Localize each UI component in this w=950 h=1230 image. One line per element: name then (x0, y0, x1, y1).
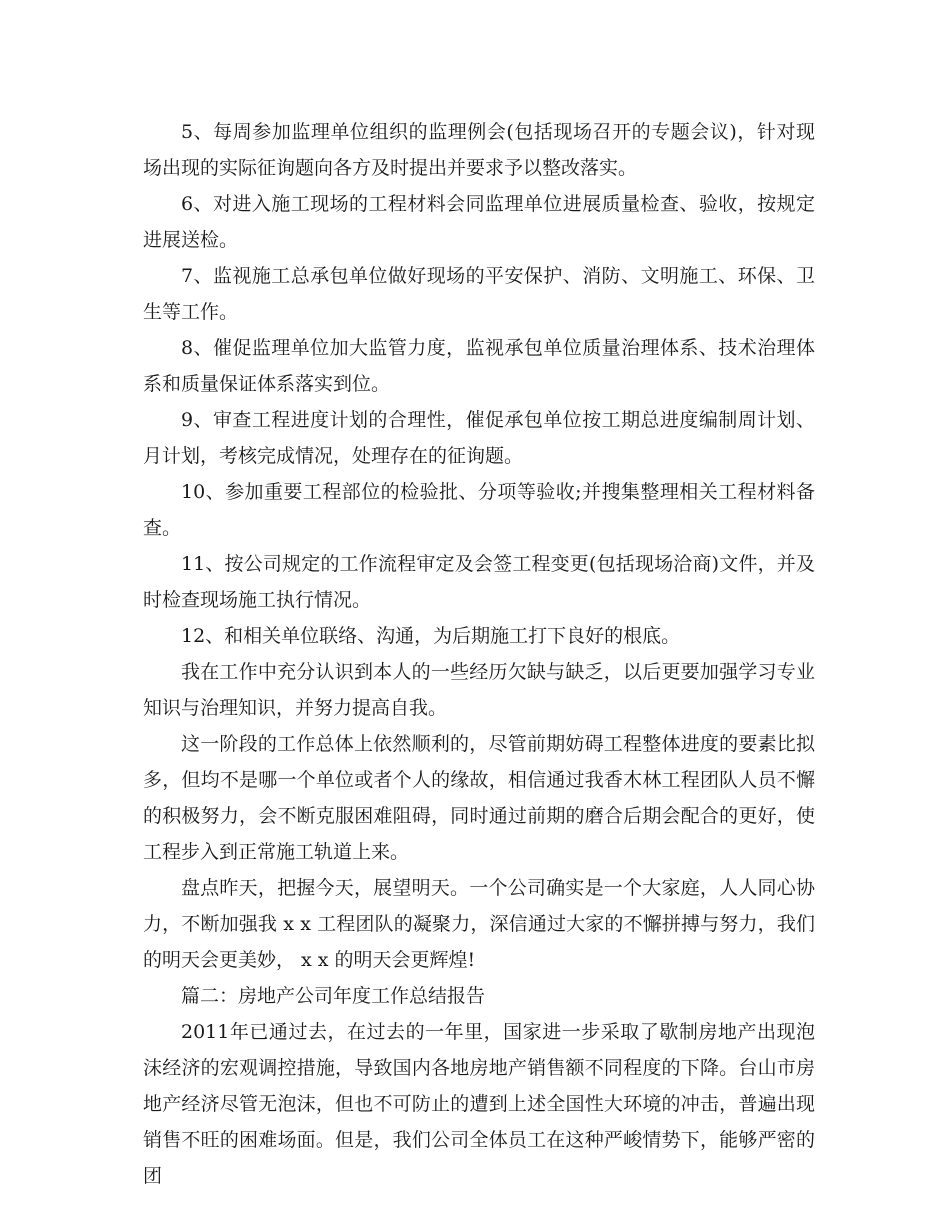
section-heading: 篇二：房地产公司年度工作总结报告 (181, 985, 486, 1007)
paragraph-outlook: 盘点昨天，把握今天，展望明天。一个公司确实是一个大家庭，人人同心协力，不断加强我 x x 工程团队的凝聚力，深信通过大家的不懈拼搏与努力，我们的明天会更美妙， x x 的明天会更辉煌! (143, 877, 815, 971)
paragraph-item-9: 9、审查工程进度计划的合理性，催促承包单位按工期总进度编制周计划、月计划，考核完成情况，处理存在的征询题。 (143, 409, 815, 467)
paragraph-stage-summary: 这一阶段的工作总体上依然顺利的，尽管前期妨碍工程整体进度的要素比拟多，但均不是哪一个单位或者个人的缘故，相信通过我香木林工程团队人员不懈的积极努力，会不断克服困难阻碍，同时通过前期的磨合后期会配合的更好，使工程步入到正常施工轨道上来。 (143, 733, 815, 863)
paragraph-item-7: 7、监视施工总承包单位做好现场的平安保护、消防、文明施工、环保、卫生等工作。 (143, 265, 815, 323)
paragraph-item-11: 11、按公司规定的工作流程审定及会签工程变更(包括现场洽商)文件，并及时检查现场施工执行情况。 (143, 553, 815, 611)
paragraph-item-6: 6、对进入施工现场的工程材料会同监理单位进展质量检查、验收，按规定进展送检。 (143, 193, 815, 251)
paragraph-item-12: 12、和相关单位联络、沟通，为后期施工打下良好的根底。 (181, 625, 681, 647)
document-body (143, 114, 815, 1194)
paragraph-item-5: 5、每周参加监理单位组织的监理例会(包括现场召开的专题会议)，针对现场出现的实际征询题向各方及时提出并要求予以整改落实。 (143, 121, 815, 179)
paragraph-annual-report: 2011年已通过去，在过去的一年里，国家进一步采取了歇制房地产出现泡沫经济的宏观调控措施，导致国内各地房地产销售额不同程度的下降。台山市房地产经济尽管无泡沫，但也不可防止的遭到上述全国性大环境的冲击，普遍出现销售不旺的困难场面。但是，我们公司全体员工在这种严峻情势下，能够严密的团 (143, 1021, 815, 1187)
paragraph-item-8: 8、催促监理单位加大监管力度，监视承包单位质量治理体系、技术治理体系和质量保证体系落实到位。 (143, 337, 815, 395)
paragraph-self-reflection: 我在工作中充分认识到本人的一些经历欠缺与缺乏，以后更要加强学习专业知识与治理知识，并努力提高自我。 (143, 661, 815, 719)
paragraph-item-10: 10、参加重要工程部位的检验批、分项等验收;并搜集整理相关工程材料备查。 (143, 481, 815, 539)
